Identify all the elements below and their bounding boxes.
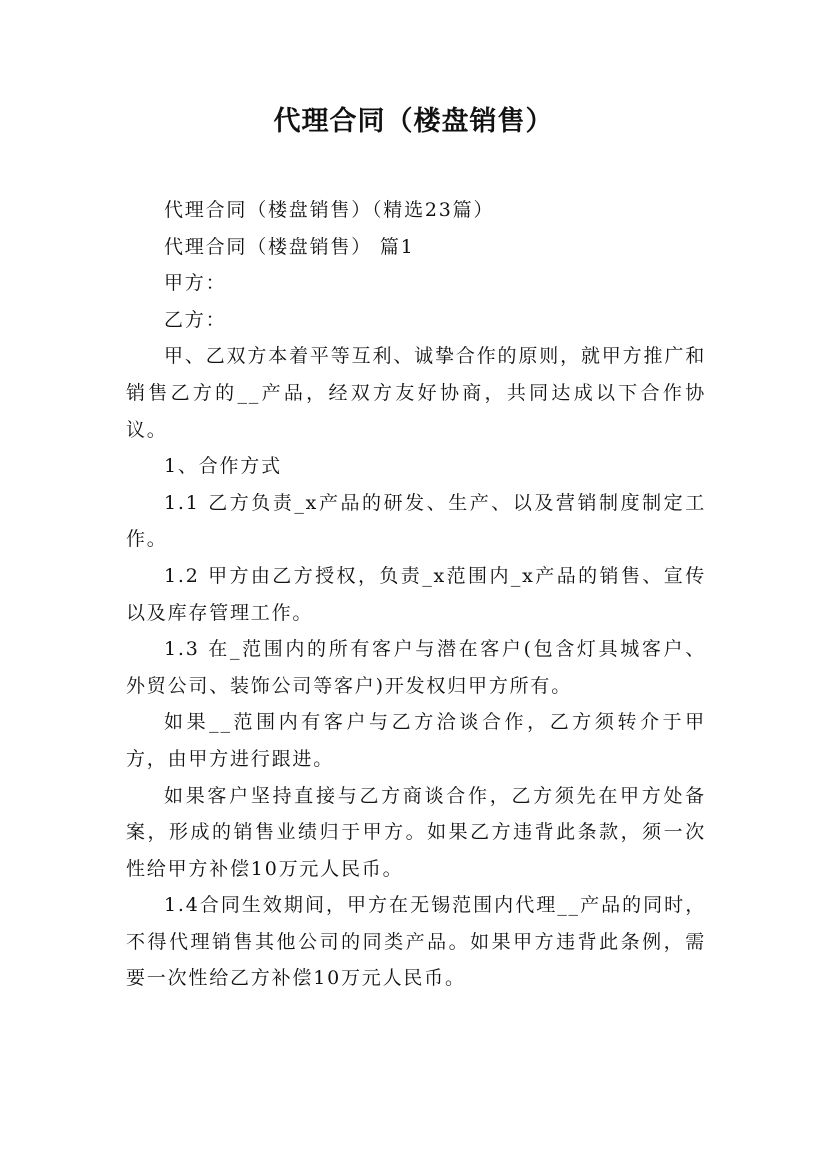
clause-1-4: 1.4合同生效期间，甲方在无锡范围内代理__产品的同时，不得代理销售其他公司的同类产品。如果甲方违背此条例，需要一次性给乙方补偿10万元人民币。 — [126, 894, 706, 990]
clause-1-1: 1.1 乙方负责_x产品的研发、生产、以及营销制度制定工作。 — [126, 491, 706, 551]
clause-heading: 1、合作方式 — [164, 455, 282, 478]
section-heading: 代理合同（楼盘销售） 篇1 — [164, 235, 415, 258]
document-title: 代理合同（楼盘销售） — [273, 106, 554, 137]
clause-1-2: 1.2 甲方由乙方授权，负责_x范围内_x产品的销售、宣传以及库存管理工作。 — [126, 564, 706, 624]
clause-1-3-note-a: 如果__范围内有客户与乙方洽谈合作，乙方须转介于甲方，由甲方进行跟进。 — [126, 711, 706, 770]
party-b-line: 乙方： — [164, 308, 227, 331]
preamble-paragraph: 甲、乙双方本着平等互利、诚挚合作的原则，就甲方推广和销售乙方的__产品，经双方友好协商，共同达成以下合作协议。 — [126, 345, 706, 441]
party-a-line: 甲方： — [164, 272, 227, 295]
clause-1-3: 1.3 在_范围内的所有客户与潜在客户(包含灯具城客户、外贸公司、装饰公司等客户)开发权归甲方所有。 — [126, 638, 706, 697]
clause-1-3-note-b: 如果客户坚持直接与乙方商谈合作，乙方须先在甲方处备案，形成的销售业绩归于甲方。如果乙方违背此条款，须一次性给甲方补偿10万元人民币。 — [126, 784, 706, 880]
subtitle-paragraph: 代理合同（楼盘销售）（精选23篇） — [164, 199, 495, 221]
document-body — [126, 192, 706, 997]
